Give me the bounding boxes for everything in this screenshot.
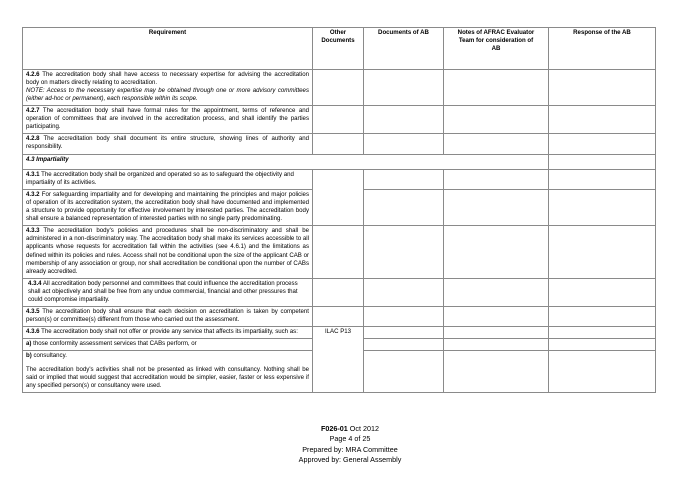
clause-text: The accreditation body shall be organized and operated so as to safeguard the objectivity and impartiality of its activities. — [26, 171, 294, 187]
notes-cell[interactable] — [444, 106, 549, 134]
clause-number: 4.3.3 — [26, 227, 40, 235]
table-body — [23, 70, 656, 393]
documents-of-ab-cell[interactable] — [364, 278, 444, 306]
requirement-cell — [23, 306, 313, 326]
clause-number: b) — [26, 351, 32, 359]
section-heading-row — [23, 155, 656, 170]
response-cell[interactable] — [549, 134, 656, 155]
clause-number: 4.2.6 — [26, 71, 40, 78]
documents-of-ab-cell[interactable] — [364, 134, 444, 155]
notes-line-3: AB — [491, 45, 501, 53]
clause-text: The accreditation body shall have formal rules for the appointment, terms of reference and operation of committees that are involved in the accreditation process, and shall identify the parties participating. — [26, 107, 309, 131]
other-documents-cell[interactable]: ILAC P13 — [313, 326, 364, 392]
requirement-cell — [23, 190, 313, 226]
section-heading: 4.3 Impartiality — [23, 155, 549, 170]
column-header-requirement: Requirement — [23, 28, 313, 70]
clause-number: 4.2.8 — [26, 135, 40, 143]
clause-number: 4.3.1 — [26, 171, 40, 179]
clause-note: NOTE: Access to the necessary expertise may be obtained through one or more advisory committees (either ad-hoc or permanent), each responsible within its scope. — [26, 87, 309, 103]
table-row — [23, 170, 656, 190]
other-documents-cell[interactable] — [313, 306, 364, 326]
clause-text: All accreditation body personnel and committees that could influence the accreditation process shall act objectively and shall be free from any undue commercial, financial and other pressures that could compromise impartiality. — [28, 279, 298, 303]
footer-page-number: Page 4 of 25 — [329, 434, 371, 444]
other-documents-cell[interactable] — [313, 134, 364, 155]
notes-cell[interactable] — [444, 326, 549, 338]
column-header-documents-of-ab: Documents of AB — [364, 28, 444, 70]
table-row — [23, 106, 656, 134]
documents-of-ab-cell[interactable] — [364, 338, 444, 350]
footer-doc-date: Oct 2012 — [349, 424, 379, 433]
clause-number: 4.3.4 — [28, 279, 42, 287]
other-documents-cell[interactable] — [313, 278, 364, 306]
page-footer — [0, 424, 700, 466]
clause-text: The accreditation body shall ensure that each decision on accreditation is taken by competent person(s) or committee(s) different from those who carried out the assessment. — [26, 307, 309, 323]
other-documents-cell[interactable] — [313, 70, 364, 106]
table-row — [23, 326, 656, 338]
section-response-cell[interactable] — [549, 155, 656, 170]
requirement-cell — [23, 338, 313, 350]
documents-of-ab-cell[interactable] — [364, 70, 444, 106]
requirement-cell — [23, 350, 313, 392]
response-cell[interactable] — [549, 106, 656, 134]
documents-of-ab-cell[interactable] — [364, 190, 444, 226]
table-row — [23, 70, 656, 106]
clause-number: 4.3.6 — [26, 327, 40, 335]
documents-of-ab-cell[interactable] — [364, 170, 444, 190]
notes-cell[interactable] — [444, 170, 549, 190]
other-documents-cell[interactable] — [313, 170, 364, 226]
notes-cell[interactable] — [444, 190, 549, 226]
response-cell[interactable] — [549, 338, 656, 350]
clause-text: The accreditation body's policies and procedures shall be non-discriminatory and shall be administered in a non-discriminatory way. The accreditation body shall make its services accessible to all applicants whose requests for accreditation fall within the activities (see 4.6.1) and the limitations as defined within its policies and rules. Access shall not be conditional upon the size of the applicant CAB or membership of any association or group, nor shall accreditation be conditional upon the number of CABs already accredited. — [26, 227, 309, 275]
clause-number: 4.2.7 — [26, 107, 40, 115]
documents-of-ab-cell[interactable] — [364, 306, 444, 326]
requirements-table — [22, 27, 656, 393]
table-row — [23, 226, 656, 278]
clause-number: 4.3.2 — [26, 191, 40, 199]
other-documents-line-1: Other — [329, 29, 347, 36]
response-cell[interactable] — [549, 226, 656, 278]
footer-prepared-by: Prepared by: MRA Committee — [302, 444, 398, 454]
other-documents-line-2: Documents — [321, 37, 355, 45]
other-documents-cell[interactable] — [313, 106, 364, 134]
notes-cell[interactable] — [444, 226, 549, 278]
footer-doc-code: F026-01 — [321, 424, 348, 433]
other-documents-cell[interactable] — [313, 226, 364, 278]
documents-of-ab-cell[interactable] — [364, 106, 444, 134]
response-cell[interactable] — [549, 70, 656, 106]
response-cell[interactable] — [549, 190, 656, 226]
requirement-cell — [23, 278, 313, 306]
response-cell[interactable] — [549, 350, 656, 392]
clause-number: a) — [26, 339, 32, 347]
requirement-cell — [23, 326, 313, 338]
response-cell[interactable] — [549, 306, 656, 326]
response-cell[interactable] — [549, 326, 656, 338]
column-header-response-of-ab: Response of the AB — [549, 28, 656, 70]
response-cell[interactable] — [549, 170, 656, 190]
notes-cell[interactable] — [444, 278, 549, 306]
footer-approved-by: Approved by: General Assembly — [298, 455, 402, 465]
table-row — [23, 134, 656, 155]
documents-of-ab-cell[interactable] — [364, 226, 444, 278]
clause-text: The accreditation body shall document its entire structure, showing lines of authority and responsibility. — [26, 135, 309, 151]
clause-extra-text: The accreditation body's activities shall not be presented as linked with consultancy. Nothing shall be said or implied that would suggest that accreditation would be simpler, easier, faster or less expensive if any specified person(s) or consultancy were used. — [26, 365, 309, 389]
notes-cell[interactable] — [444, 306, 549, 326]
table-row — [23, 306, 656, 326]
column-header-notes — [444, 28, 549, 70]
response-cell[interactable] — [549, 278, 656, 306]
documents-of-ab-cell[interactable] — [364, 326, 444, 338]
requirement-cell — [23, 70, 313, 106]
column-header-other-documents — [313, 28, 364, 70]
notes-cell[interactable] — [444, 350, 549, 392]
clause-text: those conformity assessment services that CABs perform, or — [33, 339, 197, 347]
footer-doc-line — [0, 424, 700, 434]
table-row — [23, 278, 656, 306]
requirement-cell — [23, 134, 313, 155]
notes-line-2: Team for consideration of — [458, 37, 534, 45]
clause-text: For safeguarding impartiality and for developing and maintaining the principles and major policies of operation of its accreditation system, the accreditation body shall have documented and implemented a structure to provide opportunity for effective involvement by interested parties. The accreditation body shall ensure a balanced representation of interested parties with no single party predominating. — [26, 191, 309, 223]
clause-text: The accreditation body shall have access to necessary expertise for advising the accreditation body on matters directly relating to accreditation. — [26, 71, 309, 87]
requirement-cell — [23, 106, 313, 134]
table-header — [23, 28, 656, 70]
notes-line-1: Notes of AFRAC Evaluator — [457, 29, 535, 36]
table-header-row — [23, 28, 656, 70]
clause-text: The accreditation body shall not offer or provide any service that affects its impartiality, such as: — [41, 327, 298, 335]
notes-cell[interactable] — [444, 70, 549, 106]
documents-of-ab-cell[interactable] — [364, 350, 444, 392]
clause-text: consultancy. — [33, 351, 67, 359]
requirement-cell — [23, 226, 313, 278]
notes-cell[interactable] — [444, 134, 549, 155]
requirement-cell — [23, 170, 313, 190]
notes-cell[interactable] — [444, 338, 549, 350]
clause-number: 4.3.5 — [26, 307, 40, 315]
